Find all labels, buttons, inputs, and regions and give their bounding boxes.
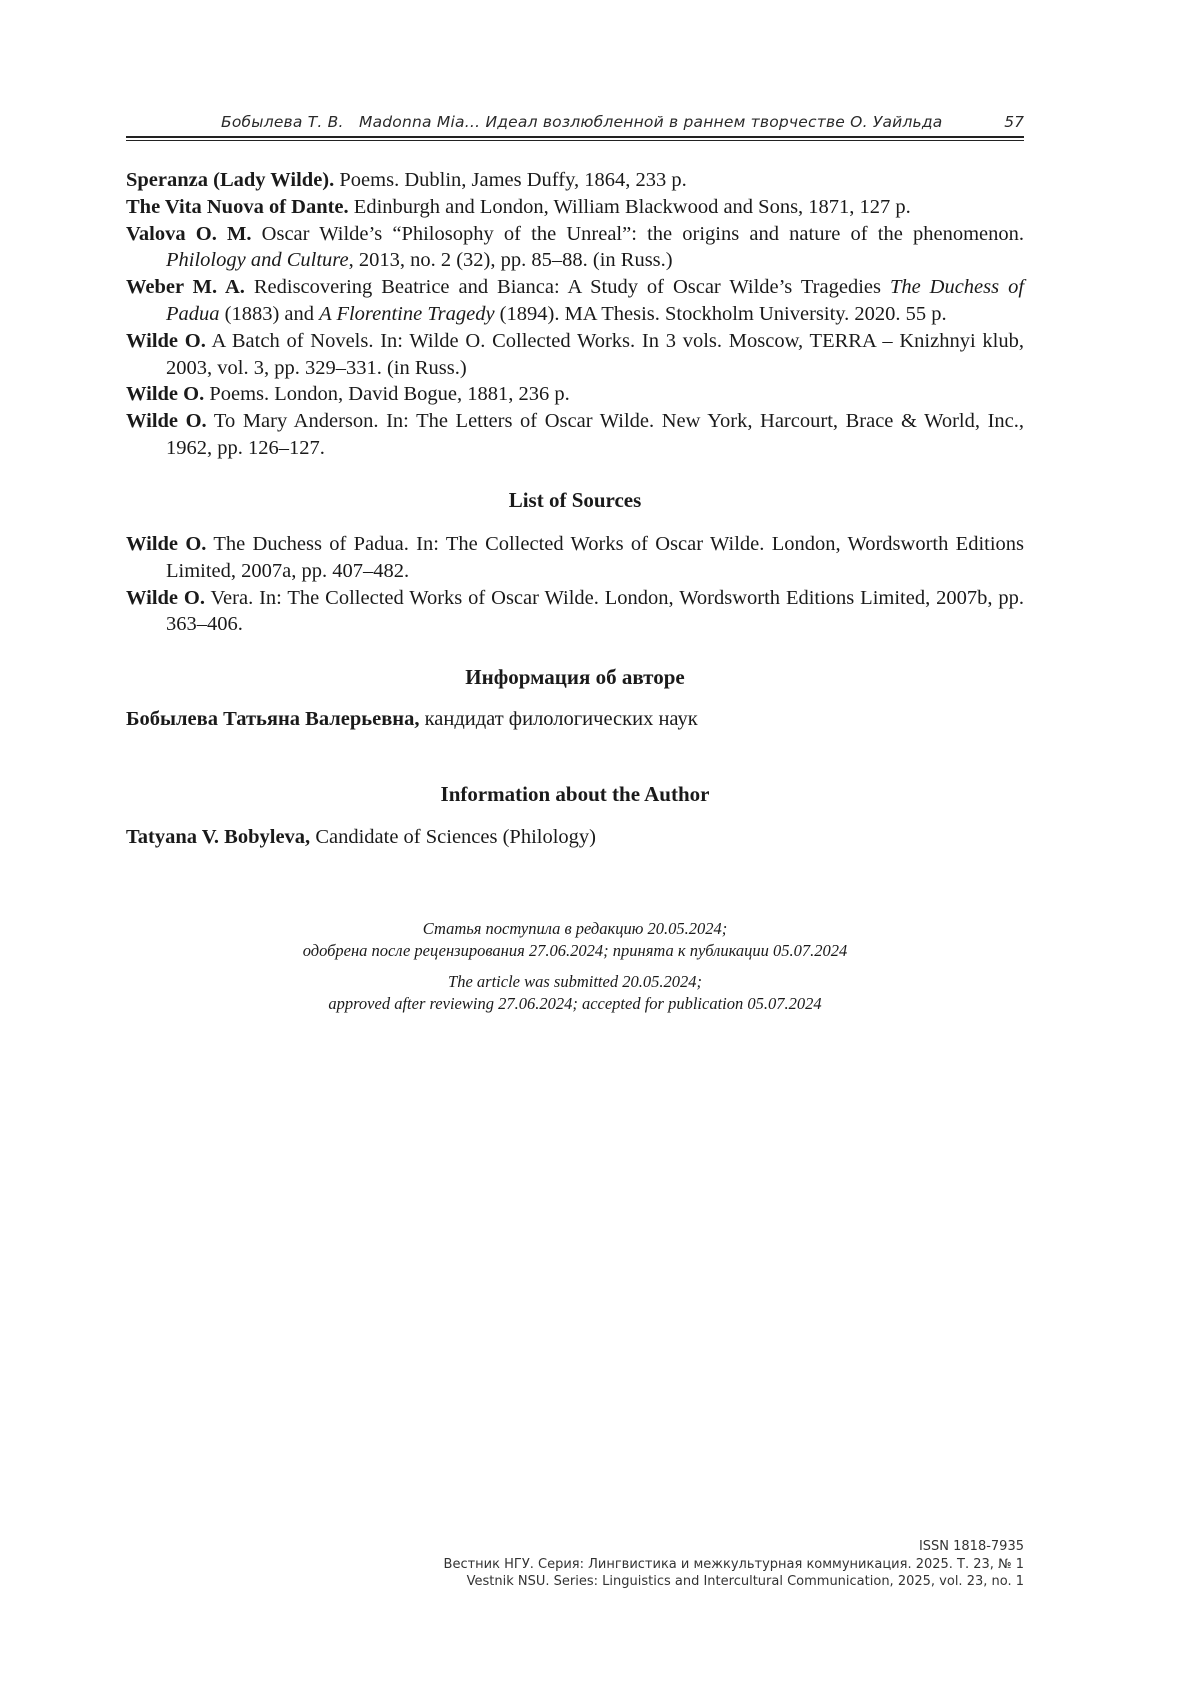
reference-author: Wilde O. [126,329,206,352]
running-header-title [221,113,943,131]
dates-ru-line1: Статья поступила в редакцию 20.05.2024; [422,919,728,938]
source-item [126,531,1024,585]
dates-en-line1: The article was submitted 20.05.2024; [448,972,702,991]
author-degree-ru: кандидат филологических наук [419,708,698,730]
reference-author: Speranza (Lady Wilde). [126,169,335,191]
reference-item [126,167,1024,194]
reference-author: Valova O. M. [126,222,252,245]
reference-title: The Duchess of Padua [166,276,1025,325]
issn: ISSN 1818-7935 [918,1539,1024,1554]
dates-en-line2: approved after reviewing 27.06.2024; accepted for publication 05.07.2024 [328,994,822,1013]
reference-list [126,167,1024,462]
reference-text: Edinburgh and London, William Blackwood and Sons, 1871, 127 p. [348,195,911,218]
reference-text: Poems. London, David Bogue, 1881, 236 p. [204,383,570,406]
submission-dates-ru [126,918,1024,962]
reference-item [126,194,1024,221]
reference-author: The Vita Nuova of Dante. [126,195,349,218]
running-header-article-title: Madonna Mia… Идеал возлюбленной в раннем творчестве О. Уайльда [359,113,943,131]
reference-journal: Philology and Culture [166,249,349,272]
reference-item [126,221,1024,275]
header-rule-thin [126,140,1024,141]
running-header-author: Бобылева Т. В. [221,113,344,131]
reference-text: (1894). MA Thesis. Stockholm University. 2020. 55 p. [494,302,947,325]
author-info-en [126,826,1024,849]
journal-name-en: Vestnik NSU. Series: Linguistics and Intercultural Communication, 2025, vol. 23, no. 1 [466,1574,1024,1589]
reference-author: Wilde O. [126,383,205,406]
author-name-en: Tatyana V. Bobyleva, [126,826,311,848]
submission-dates-en [126,971,1024,1015]
reference-title: A Florentine Tragedy [319,302,495,325]
journal-footer [444,1538,1024,1591]
reference-item [126,274,1024,328]
reference-text: Oscar Wilde’s “Philosophy of the Unreal”: the origins and nature of the phenomenon. [251,222,1024,245]
reference-text: A Batch of Novels. In: Wilde O. Collected Works. In 3 vols. Moscow, TERRA – Knizhnyi klub, 2003, vol. 3, pp. 329–331. (in Russ.) [166,329,1024,379]
reference-item [126,408,1024,462]
author-degree-en: Candidate of Sciences (Philology) [310,826,596,848]
author-name-ru: Бобылева Татьяна Валерьевна, [126,708,420,730]
source-item [126,585,1024,639]
source-text: Vera. In: The Collected Works of Oscar Wilde. London, Wordsworth Editions Limited, 2007b, pp. 363–406. [166,586,1025,636]
author-info-en-heading: Information about the Author [440,782,710,806]
source-text: The Duchess of Padua. In: The Collected Works of Oscar Wilde. London, Wordsworth Editions Limited, 2007a, pp. 407–482. [166,533,1025,582]
page-number: 57 [1004,113,1024,131]
source-author: Wilde O. [126,586,205,609]
journal-name-ru: Вестник НГУ. Серия: Лингвистика и межкультурная коммуникация. 2025. Т. 23, № 1 [443,1556,1024,1572]
reference-text: , 2013, no. 2 (32), pp. 85–88. (in Russ.) [348,249,673,272]
dates-ru-line2: одобрена после рецензирования 27.06.2024; принята к публикации 05.07.2024 [302,941,848,960]
reference-item [126,381,1024,408]
author-info-ru-heading: Информация об авторе [465,665,685,689]
source-author: Wilde O. [126,533,207,555]
reference-text: Poems. Dublin, James Duffy, 1864, 233 p. [334,169,687,191]
running-header [126,112,1024,138]
header-rule [126,136,1024,138]
reference-item [126,328,1024,382]
sources-heading: List of Sources [508,488,642,512]
author-info-ru [126,708,1024,731]
reference-text: (1883) and [219,302,320,325]
sources-list [126,531,1024,638]
reference-author: Wilde O. [126,410,207,433]
reference-text: Rediscovering Beatrice and Bianca: A Study of Oscar Wilde’s Tragedies [244,276,890,299]
reference-author: Weber M. A. [126,276,245,299]
reference-text: To Mary Anderson. In: The Letters of Oscar Wilde. New York, Harcourt, Brace & World, Inc., 1962, pp. 126–127. [166,410,1025,459]
